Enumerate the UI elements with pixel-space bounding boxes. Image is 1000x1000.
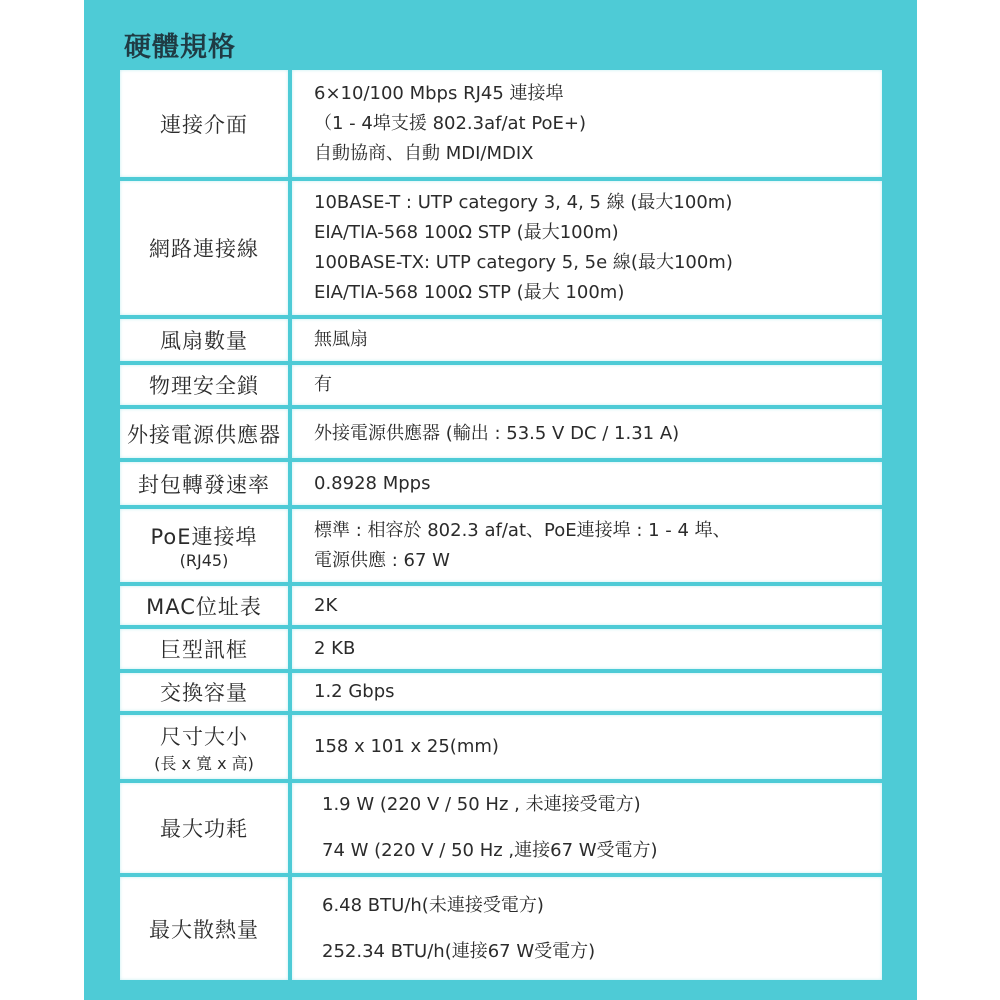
page-title: 硬體規格 [124, 32, 236, 63]
spec-label-cell [120, 509, 288, 582]
spec-value-cell [292, 586, 882, 625]
spec-value-line: 6×10/100 Mbps RJ45 連接埠 [314, 82, 564, 104]
spec-sublabel: (RJ45) [179, 551, 229, 570]
spec-label: MAC位址表 [146, 594, 262, 619]
spec-row [120, 409, 882, 458]
spec-value-line: 2K [314, 594, 338, 616]
spec-sublabel: (長 x 寬 x 高) [154, 753, 254, 773]
spec-value-line: 6.48 BTU/h(未連接受電方) [322, 894, 544, 916]
spec-label: 網路連接線 [149, 237, 259, 261]
spec-value-cell [292, 509, 882, 582]
spec-label-cell [120, 586, 288, 625]
spec-row [120, 70, 882, 177]
spec-label: 風扇數量 [160, 329, 248, 353]
spec-value-cell [292, 409, 882, 458]
spec-value-cell [292, 783, 882, 873]
spec-value-line: 1.2 Gbps [314, 681, 395, 702]
spec-row [120, 715, 882, 779]
spec-label-cell [120, 629, 288, 669]
spec-table [120, 70, 882, 980]
spec-label: PoE連接埠 [150, 525, 258, 549]
spec-value-line: 10BASE-T : UTP category 3, 4, 5 線 (最大100m) [314, 192, 733, 213]
spec-value-line: 1.9 W (220 V / 50 Hz , 未連接受電方) [322, 794, 641, 815]
spec-value-cell [292, 877, 882, 980]
spec-row [120, 629, 882, 669]
spec-label-cell [120, 409, 288, 458]
spec-value-line: EIA/TIA-568 100Ω STP (最大100m) [314, 222, 619, 243]
spec-row [120, 673, 882, 711]
spec-row [120, 462, 882, 505]
spec-value-cell [292, 673, 882, 711]
spec-value-cell [292, 181, 882, 315]
spec-row [120, 365, 882, 405]
spec-label: 尺寸大小 [160, 724, 248, 749]
spec-label: 封包轉發速率 [138, 472, 270, 497]
spec-value-line: 電源供應 : 67 W [314, 549, 450, 571]
spec-label-cell [120, 462, 288, 505]
spec-label-cell [120, 70, 288, 177]
spec-value-cell [292, 715, 882, 779]
spec-value-line: 0.8928 Mpps [314, 472, 431, 494]
spec-value-line: 158 x 101 x 25(mm) [314, 736, 499, 757]
spec-value-line: 100BASE-TX: UTP category 5, 5e 線(最大100m) [314, 252, 733, 273]
spec-value-line: 標準 : 相容於 802.3 af/at、PoE連接埠 : 1 - 4 埠、 [314, 519, 731, 541]
spec-value-line: 無風扇 [314, 329, 368, 350]
spec-label: 最大散熱量 [149, 917, 259, 942]
spec-value-line: 2 KB [314, 638, 356, 659]
spec-label-cell [120, 365, 288, 405]
spec-row [120, 319, 882, 361]
spec-row [120, 181, 882, 315]
spec-value-cell [292, 319, 882, 361]
spec-value-cell [292, 365, 882, 405]
spec-label: 連接介面 [160, 112, 248, 137]
spec-row [120, 586, 882, 625]
spec-label: 物理安全鎖 [149, 374, 259, 398]
spec-label-cell [120, 319, 288, 361]
spec-label: 交換容量 [160, 681, 248, 705]
spec-value-line: EIA/TIA-568 100Ω STP (最大 100m) [314, 282, 625, 303]
spec-label: 最大功耗 [160, 817, 248, 841]
spec-label: 外接電源供應器 [127, 422, 281, 447]
spec-value-line: 自動協商、自動 MDI/MDIX [314, 142, 534, 164]
spec-value-line: （1 - 4埠支援 802.3af/at PoE+) [314, 112, 587, 134]
spec-label-cell [120, 783, 288, 873]
spec-value-line: 252.34 BTU/h(連接67 W受電方) [322, 940, 596, 962]
spec-value-cell [292, 70, 882, 177]
spec-value-line: 有 [314, 374, 332, 395]
spec-row [120, 509, 882, 582]
spec-row [120, 783, 882, 873]
spec-value-cell [292, 629, 882, 669]
spec-label: 巨型訊框 [160, 638, 248, 662]
spec-label-cell [120, 181, 288, 315]
spec-label-cell [120, 715, 288, 779]
spec-row [120, 877, 882, 980]
spec-label-cell [120, 877, 288, 980]
spec-value-line: 74 W (220 V / 50 Hz ,連接67 W受電方) [322, 840, 658, 861]
spec-value-cell [292, 462, 882, 505]
spec-value-line: 外接電源供應器 (輸出 : 53.5 V DC / 1.31 A) [314, 422, 680, 444]
spec-label-cell [120, 673, 288, 711]
